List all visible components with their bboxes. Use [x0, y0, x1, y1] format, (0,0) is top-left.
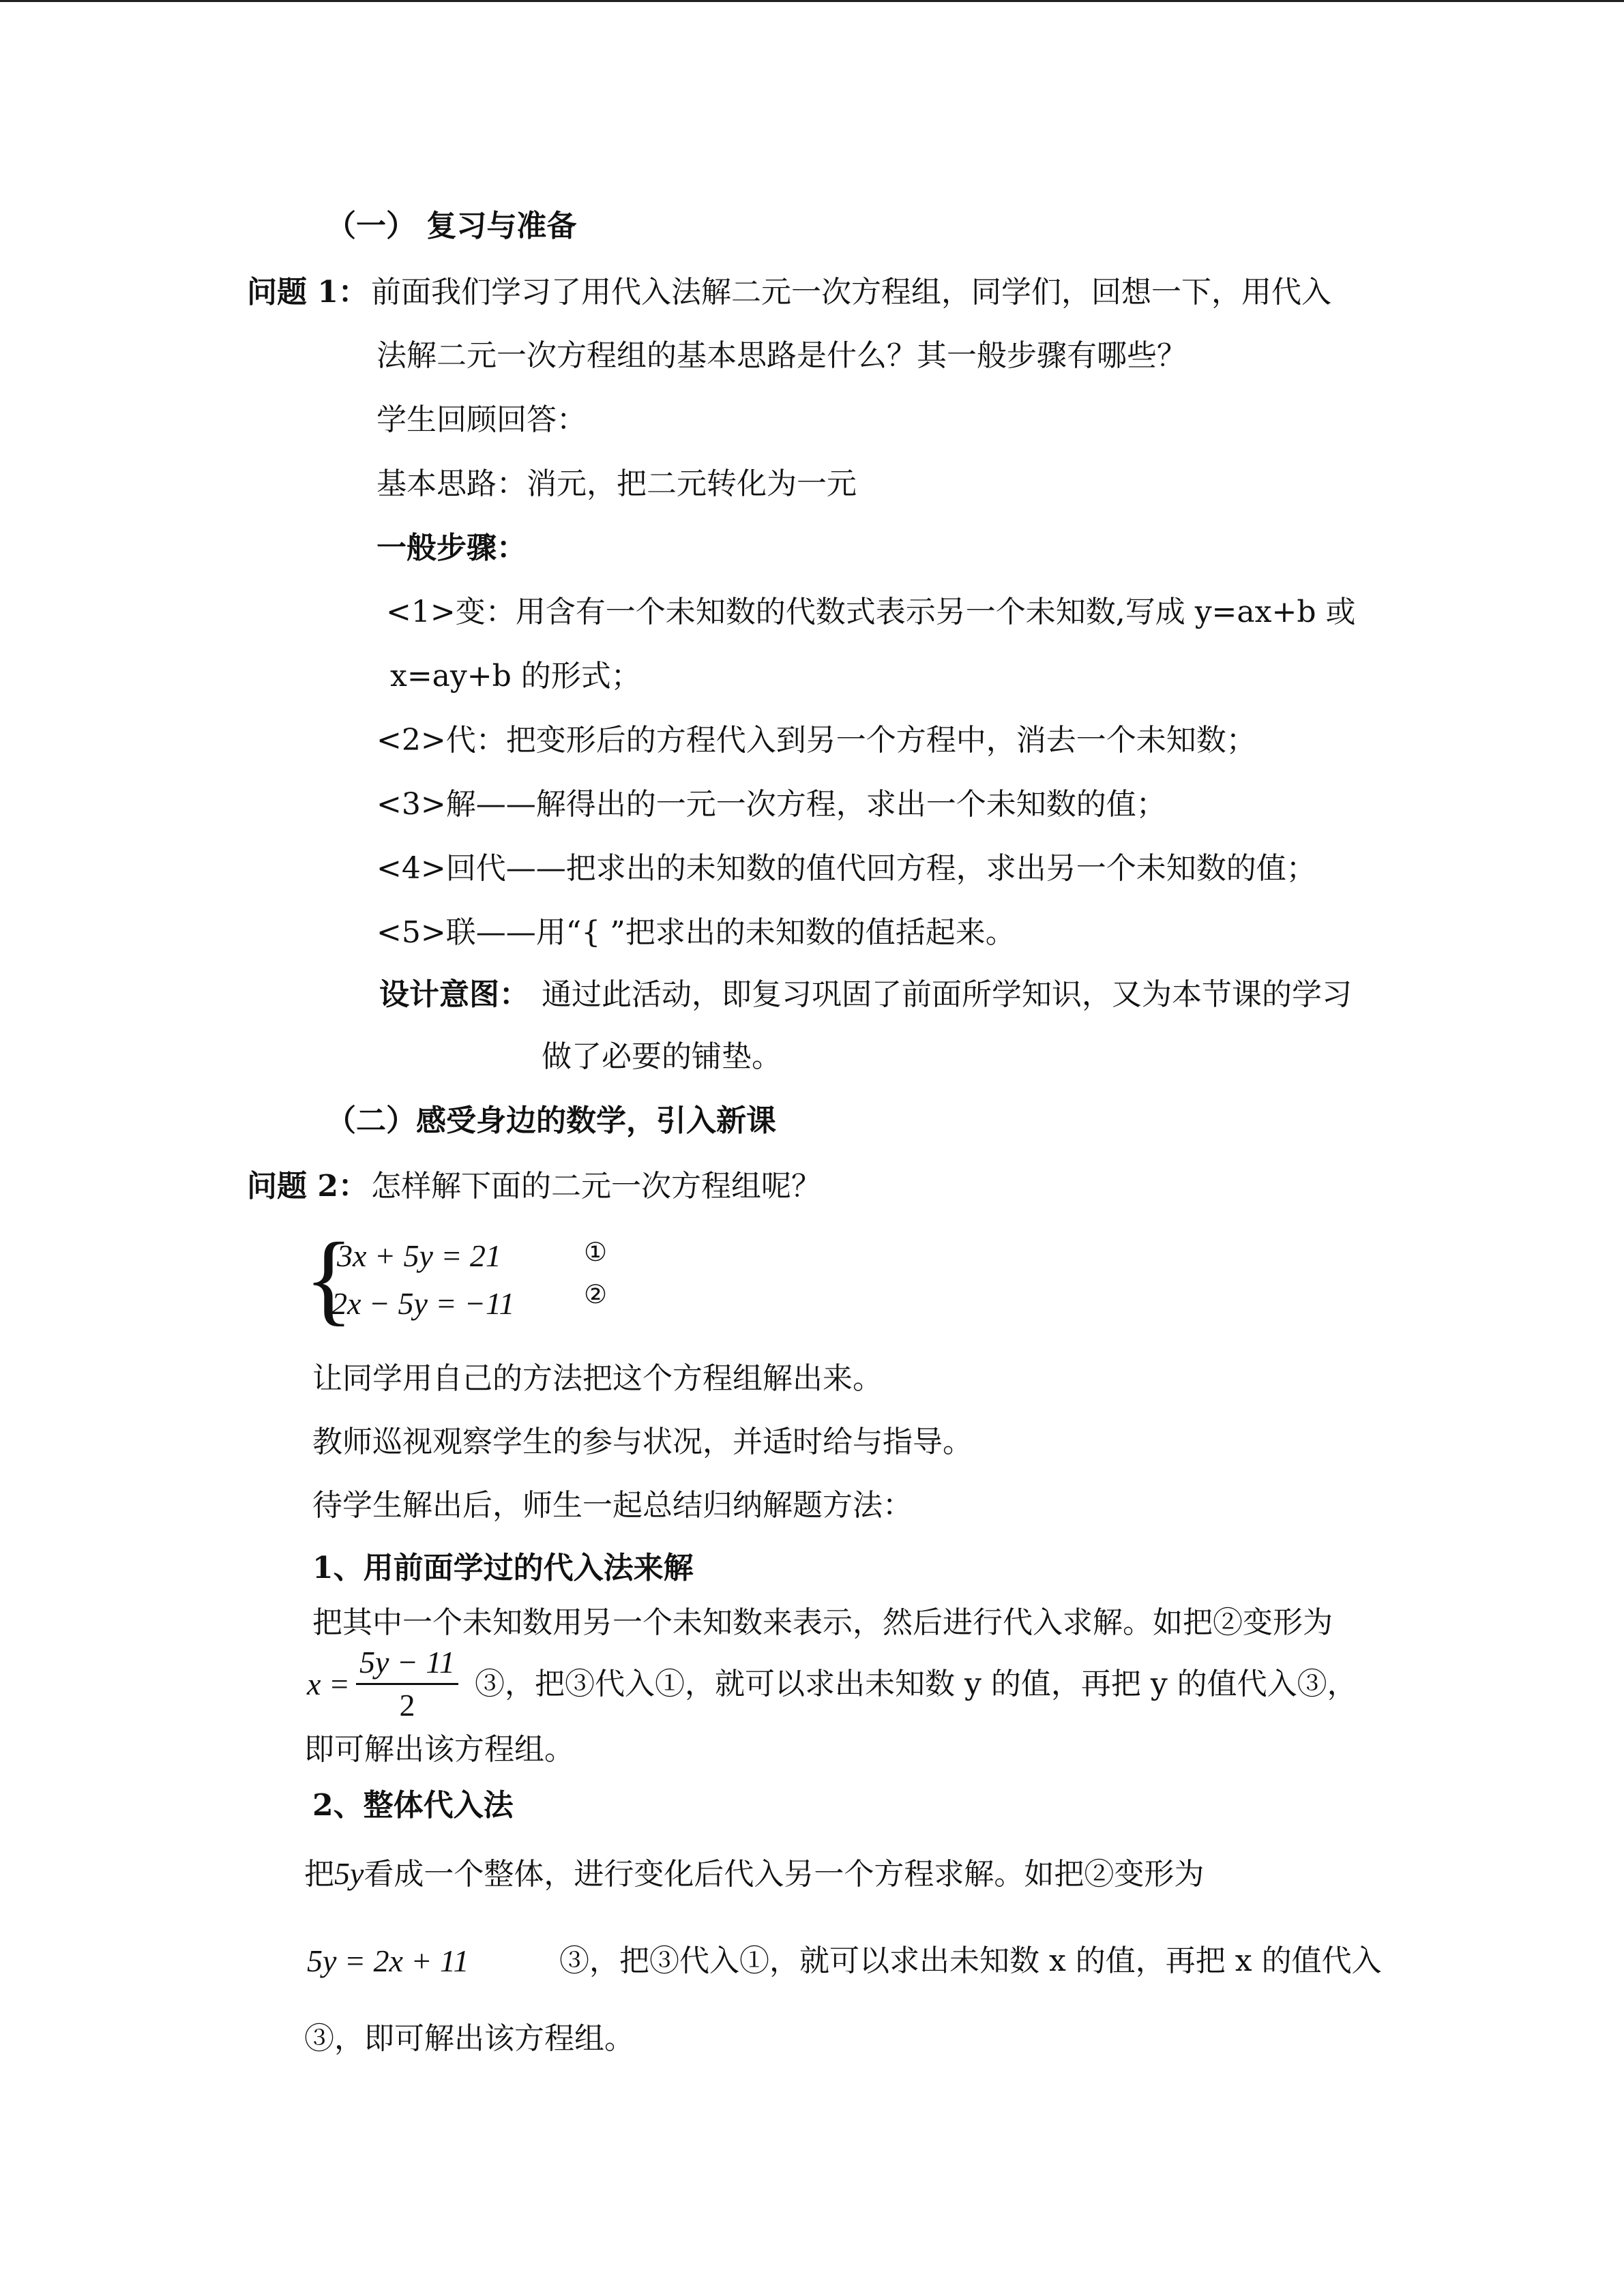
steps-heading: 一般步骤： [377, 531, 527, 565]
method1-line2: ③，把③代入①，就可以求出未知数 y 的值，再把 y 的值代入③， [475, 1667, 1357, 1701]
design-intent-line1: 通过此活动，即复习巩固了前面所学知识，又为本节课的学习 [542, 977, 1352, 1012]
method2-equation: 5y = 2x + 11 [307, 1943, 469, 1978]
method2-5y: 5y [334, 1856, 364, 1891]
step1-line1: <1>变：用含有一个未知数的代数式表示另一个未知数,写成 y=ax+b 或 [386, 595, 1356, 629]
method2-prefix: 把 [304, 1857, 334, 1892]
page-top-border [0, 0, 1624, 2]
method1-line1: 把其中一个未知数用另一个未知数来表示，然后进行代入求解。如把②变形为 [312, 1605, 1333, 1640]
equation-2-mark: ② [584, 1279, 608, 1309]
method2-line2: ③，把③代入①，就可以求出未知数 x 的值，再把 x 的值代入 [559, 1943, 1382, 1978]
fraction-bar [356, 1683, 458, 1685]
question2-text: 怎样解下面的二元一次方程组呢？ [371, 1169, 821, 1204]
question2-label: 问题 2： [247, 1169, 368, 1204]
method2-line1 [304, 1853, 1204, 1895]
section1-heading: （一） 复习与准备 [326, 209, 577, 243]
step1-line2: x=ay+b 的形式； [390, 659, 641, 694]
design-intent-line2: 做了必要的铺垫。 [542, 1039, 782, 1074]
method1-x-equals: x = [307, 1667, 350, 1701]
instruction-line: 让同学用自己的方法把这个方程组解出来。 [312, 1361, 883, 1396]
teacher-line: 教师巡视观察学生的参与状况，并适时给与指导。 [312, 1425, 973, 1459]
students-answer: 学生回顾回答： [377, 402, 587, 437]
step3: <3>解——解得出的一元一次方程，求出一个未知数的值； [377, 787, 1166, 822]
left-brace: { [304, 1222, 353, 1335]
method1-heading: 1、用前面学过的代入法来解 [312, 1551, 694, 1585]
question1-line1: 前面我们学习了用代入法解二元一次方程组，同学们，回想一下，用代入 [371, 275, 1331, 310]
section2-heading: （二）感受身边的数学，引入新课 [326, 1103, 776, 1138]
method2-line3: ③，即可解出该方程组。 [304, 2021, 634, 2056]
method2-line1-text: 看成一个整体，进行变化后代入另一个方程求解。如把②变形为 [364, 1857, 1205, 1892]
basic-idea: 基本思路：消元，把二元转化为一元 [377, 466, 857, 501]
method1-fraction [356, 1645, 458, 1723]
method2-heading: 2、整体代入法 [312, 1788, 514, 1823]
fraction-denominator: 2 [399, 1688, 415, 1723]
design-intent-label: 设计意图： [379, 977, 529, 1012]
summary-line: 待学生解出后，师生一起总结归纳解题方法： [312, 1488, 913, 1523]
step5: <5>联——用“{ ”把求出的未知数的值括起来。 [377, 915, 1016, 950]
question1-label: 问题 1： [247, 275, 368, 310]
equation-1-mark: ① [584, 1237, 608, 1267]
method1-line3: 即可解出该方程组。 [304, 1732, 574, 1767]
equation-2: 2x − 5y = −11 [331, 1286, 515, 1321]
question1-line2: 法解二元一次方程组的基本思路是什么？其一般步骤有哪些？ [377, 338, 1187, 373]
step4: <4>回代——把求出的未知数的值代回方程，求出另一个未知数的值； [377, 851, 1316, 886]
equation-1: 3x + 5y = 21 [337, 1238, 501, 1273]
fraction-numerator: 5y − 11 [359, 1645, 456, 1680]
step2: <2>代：把变形后的方程代入到另一个方程中，消去一个未知数； [377, 723, 1256, 758]
